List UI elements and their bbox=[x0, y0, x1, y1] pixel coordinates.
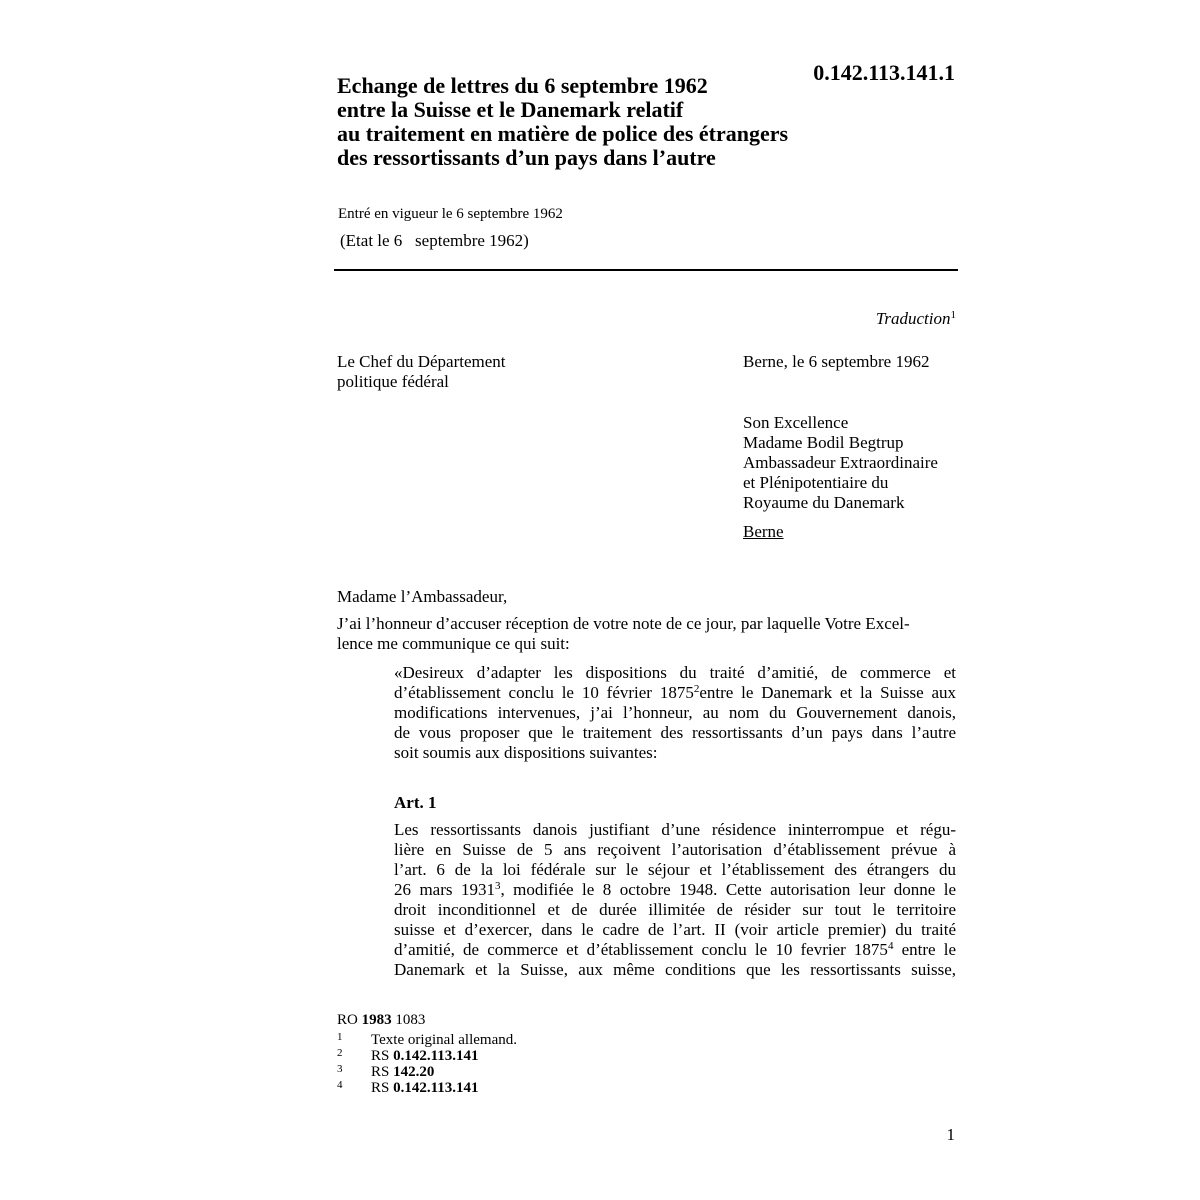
footnote-text bbox=[371, 1064, 434, 1080]
entry-into-force: Entré en vigueur le 6 septembre 1962 bbox=[338, 206, 563, 222]
footnote-text bbox=[371, 1080, 479, 1096]
addressee-city: Berne bbox=[743, 522, 784, 541]
article-body bbox=[394, 820, 956, 980]
title-line: entre la Suisse et le Danemark relatif bbox=[337, 97, 684, 122]
sender-line: Le Chef du Département bbox=[337, 352, 506, 371]
article-line: lière en Suisse de 5 ans reçoivent l’autorisation d’établissement prévue à bbox=[394, 840, 956, 859]
quote-line: modifications intervenues, j’ai l’honneur, au nom du Gouvernement danois, bbox=[394, 703, 956, 722]
title-line: au traitement en matière de police des étrangers bbox=[337, 121, 789, 146]
ro-prefix: RO bbox=[337, 1012, 362, 1028]
opening-paragraph bbox=[337, 614, 957, 654]
salutation: Madame l’Ambassadeur, bbox=[337, 587, 508, 606]
footnote-ref: 4 bbox=[887, 940, 894, 952]
place-date: Berne, le 6 septembre 1962 bbox=[743, 352, 930, 371]
title-line: des ressortissants d’un pays dans l’autre bbox=[337, 145, 716, 170]
ro-page: 1083 bbox=[391, 1012, 426, 1028]
footnote-text: Texte original allemand. bbox=[371, 1032, 517, 1048]
footnote-number: 1 bbox=[337, 1031, 343, 1043]
footnote-rs-number: 142.20 bbox=[393, 1064, 435, 1080]
title-line: Echange de lettres du 6 septembre 1962 bbox=[337, 73, 708, 98]
footnote-prefix: RS bbox=[371, 1080, 394, 1096]
paragraph-line: lence me communique ce qui suit: bbox=[337, 634, 570, 653]
addressee-line: Ambassadeur Extraordinaire bbox=[743, 453, 938, 472]
addressee-line: et Plénipotentiaire du bbox=[743, 473, 889, 492]
quote-line: «Desireux d’adapter les dispositions du traité d’amitié, de commerce et bbox=[394, 663, 956, 682]
document-title bbox=[337, 74, 877, 170]
article-line: Les ressortissants danois justifiant d’une résidence ininterrompue et régu- bbox=[394, 820, 956, 839]
quoted-note bbox=[394, 663, 956, 763]
translation-label: Traduction bbox=[875, 309, 951, 328]
ro-reference bbox=[337, 1012, 425, 1029]
article-line: suisse et d’exercer, dans le cadre de l’art. II (voir article premier) du traité bbox=[394, 920, 956, 939]
article-line: droit inconditionnel et de durée illimitée de résider sur tout le territoire bbox=[394, 900, 956, 919]
reference-number: 0.142.113.141.1 bbox=[813, 60, 955, 85]
footnote-text bbox=[371, 1048, 479, 1064]
footnote-number: 2 bbox=[337, 1047, 343, 1059]
article-text: d’amitié, de commerce et d’établissement conclu le 10 fevrier 1875 bbox=[394, 940, 888, 959]
quote-line bbox=[394, 683, 956, 703]
article-heading: Art. 1 bbox=[394, 793, 437, 812]
sender-block bbox=[337, 352, 506, 392]
footnote-prefix: RS bbox=[371, 1064, 394, 1080]
quote-line: de vous proposer que le traitement des ressortissants d’un pays dans l’autre bbox=[394, 723, 956, 742]
page-number: 1 bbox=[946, 1125, 955, 1144]
article-text: 26 mars 1931 bbox=[394, 880, 495, 899]
footnote-number: 4 bbox=[337, 1079, 343, 1091]
footnote-rs-number: 0.142.113.141 bbox=[393, 1080, 479, 1096]
footnote bbox=[337, 1080, 517, 1096]
header-divider bbox=[334, 269, 958, 271]
quote-text: d’établissement conclu le 10 février 1875 bbox=[394, 683, 694, 702]
ro-year: 1983 bbox=[361, 1012, 392, 1028]
footnote-prefix: RS bbox=[371, 1048, 394, 1064]
sender-line: politique fédéral bbox=[337, 372, 449, 391]
quote-line: soit soumis aux dispositions suivantes: bbox=[394, 743, 658, 762]
addressee-block bbox=[743, 413, 938, 513]
article-line: l’art. 6 de la loi fédérale sur le séjour et l’établissement des étrangers du bbox=[394, 860, 956, 879]
article-line bbox=[394, 940, 956, 960]
addressee-line: Royaume du Danemark bbox=[743, 493, 905, 512]
status-date: (Etat le 6 septembre 1962) bbox=[340, 231, 529, 250]
article-text: , modifiée le 8 octobre 1948. Cette autorisation leur donne le bbox=[500, 880, 957, 899]
footnote-ref: 2 bbox=[693, 683, 700, 695]
footnote-number: 3 bbox=[337, 1063, 343, 1075]
article-line bbox=[394, 880, 956, 900]
article-text: entre le bbox=[893, 940, 956, 959]
quote-text: entre le Danemark et la Suisse aux bbox=[699, 683, 957, 702]
footnote-ref: 3 bbox=[494, 880, 501, 892]
addressee-line: Son Excellence bbox=[743, 413, 849, 432]
footnote-rs-number: 0.142.113.141 bbox=[393, 1048, 479, 1064]
footnotes bbox=[337, 1032, 517, 1096]
addressee-line: Madame Bodil Begtrup bbox=[743, 433, 904, 452]
paragraph-line: J’ai l’honneur d’accuser réception de votre note de ce jour, par laquelle Votre Excel- bbox=[337, 614, 910, 633]
article-line: Danemark et la Suisse, aux même conditions que les ressortissants suisse, bbox=[394, 960, 956, 979]
footnote-ref: 1 bbox=[950, 309, 956, 321]
translation-note bbox=[700, 309, 956, 329]
